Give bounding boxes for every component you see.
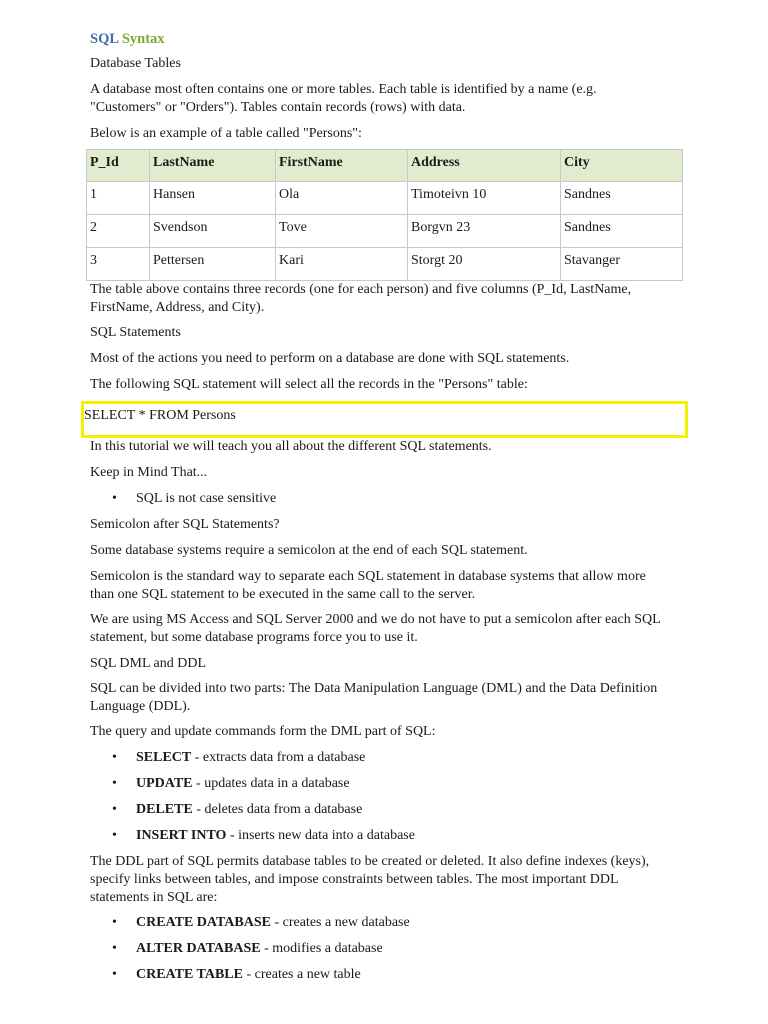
table-cell: 1 bbox=[87, 182, 150, 215]
table-header-row bbox=[87, 150, 683, 182]
table-cell: Stavanger bbox=[561, 248, 683, 281]
bullet-icon: • bbox=[112, 750, 117, 765]
table-cell: Hansen bbox=[150, 182, 276, 215]
table-cell: Pettersen bbox=[150, 248, 276, 281]
bullet-icon: • bbox=[112, 915, 117, 930]
list-item-text bbox=[136, 775, 350, 793]
command-name: DELETE bbox=[136, 802, 193, 817]
table-cell: Ola bbox=[276, 182, 408, 215]
table-row bbox=[87, 215, 683, 248]
table-cell: Sandnes bbox=[561, 215, 683, 248]
header-cell: Address bbox=[408, 150, 561, 182]
table-description-paragraph: The table above contains three records (one for each person) and five columns (P_Id, LastName, FirstName, Address, and City). bbox=[90, 282, 632, 315]
table-row bbox=[87, 182, 683, 215]
title-syntax: Syntax bbox=[121, 31, 165, 47]
page-title bbox=[90, 30, 690, 48]
sql-statements-heading: SQL Statements bbox=[90, 325, 181, 340]
table-cell: Timoteivn 10 bbox=[408, 182, 561, 215]
table-cell: Tove bbox=[276, 215, 408, 248]
command-desc: - creates a new table bbox=[242, 967, 361, 982]
code-text: SELECT * FROM Persons bbox=[84, 408, 236, 423]
command-desc: - creates a new database bbox=[270, 915, 410, 930]
code-example-box bbox=[81, 401, 688, 438]
select-intro-paragraph: The following SQL statement will select all the records in the "Persons" table: bbox=[90, 377, 528, 392]
table-cell: Kari bbox=[276, 248, 408, 281]
list-item-text bbox=[136, 801, 362, 819]
command-desc: - extracts data from a database bbox=[191, 750, 366, 765]
bullet-icon: • bbox=[112, 776, 117, 791]
command-desc: - updates data in a database bbox=[192, 776, 350, 791]
table-cell: Svendson bbox=[150, 215, 276, 248]
command-name: ALTER DATABASE bbox=[136, 941, 261, 956]
semicolon-paragraph-2: Semicolon is the standard way to separate each SQL statement in database systems that allow more than one SQL statement to be executed in the same call to the server. bbox=[90, 569, 646, 602]
table-intro-paragraph: Below is an example of a table called "Persons": bbox=[90, 126, 362, 141]
list-item-text: SQL is not case sensitive bbox=[136, 491, 277, 506]
table-cell: Sandnes bbox=[561, 182, 683, 215]
db-tables-paragraph: A database most often contains one or more tables. Each table is identified by a name (e.g. "Customers" or "Orders"). Tables contain records (rows) with data. bbox=[90, 82, 597, 115]
command-name: CREATE TABLE bbox=[136, 967, 243, 982]
semicolon-paragraph-3: We are using MS Access and SQL Server 2000 and we do not have to put a semicolon after each SQL statement, but some database programs force you to use it. bbox=[90, 612, 661, 645]
list-item-text bbox=[136, 940, 383, 958]
list-item-text bbox=[136, 749, 365, 767]
dml-ddl-heading: SQL DML and DDL bbox=[90, 656, 207, 671]
bullet-icon: • bbox=[112, 967, 117, 982]
statements-paragraph: Most of the actions you need to perform on a database are done with SQL statements. bbox=[90, 351, 570, 366]
dml-intro-paragraph: The query and update commands form the DML part of SQL: bbox=[90, 724, 436, 739]
header-cell: LastName bbox=[150, 150, 276, 182]
header-cell: City bbox=[561, 150, 683, 182]
persons-table bbox=[86, 149, 683, 281]
db-tables-heading: Database Tables bbox=[90, 56, 181, 71]
bullet-icon: • bbox=[112, 828, 117, 843]
command-desc: - deletes data from a database bbox=[192, 802, 363, 817]
table-cell: Storgt 20 bbox=[408, 248, 561, 281]
tutorial-paragraph: In this tutorial we will teach you all about the different SQL statements. bbox=[90, 439, 492, 454]
semicolon-paragraph-1: Some database systems require a semicolon at the end of each SQL statement. bbox=[90, 543, 528, 558]
command-name: UPDATE bbox=[136, 776, 193, 791]
command-name: INSERT INTO bbox=[136, 828, 227, 843]
table-cell: Borgvn 23 bbox=[408, 215, 561, 248]
bullet-icon: • bbox=[112, 941, 117, 956]
title-sql: SQL bbox=[90, 31, 119, 47]
table-cell: 3 bbox=[87, 248, 150, 281]
table-row bbox=[87, 248, 683, 281]
header-cell: FirstName bbox=[276, 150, 408, 182]
bullet-icon: • bbox=[112, 491, 117, 506]
bullet-icon: • bbox=[112, 802, 117, 817]
semicolon-heading: Semicolon after SQL Statements? bbox=[90, 517, 280, 532]
list-item-text bbox=[136, 966, 361, 984]
header-cell: P_Id bbox=[87, 150, 150, 182]
command-desc: - inserts new data into a database bbox=[226, 828, 415, 843]
list-item-text bbox=[136, 914, 410, 932]
list-item-text bbox=[136, 827, 415, 845]
command-name: CREATE DATABASE bbox=[136, 915, 271, 930]
command-name: SELECT bbox=[136, 750, 192, 765]
keep-in-mind-heading: Keep in Mind That... bbox=[90, 465, 208, 480]
table-cell: 2 bbox=[87, 215, 150, 248]
ddl-paragraph: The DDL part of SQL permits database tables to be created or deleted. It also define indexes (keys), specify links between tables, and impose constraints between tables. The most important DDL statements in SQL are: bbox=[90, 854, 650, 905]
command-desc: - modifies a database bbox=[260, 941, 383, 956]
dml-ddl-paragraph: SQL can be divided into two parts: The Data Manipulation Language (DML) and the Data Definition Language (DDL). bbox=[90, 681, 658, 714]
